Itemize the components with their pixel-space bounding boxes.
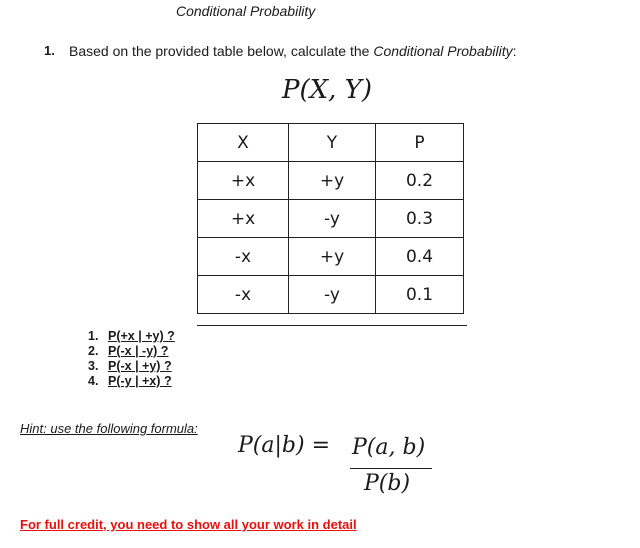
cell-y: +y bbox=[289, 162, 376, 200]
question-prompt: Based on the provided table below, calculate the bbox=[69, 43, 374, 59]
subquestion-text: P(-x | +y) ? bbox=[108, 359, 172, 373]
cell-p: 0.2 bbox=[376, 162, 464, 200]
table-row bbox=[198, 276, 464, 314]
formula-denominator bbox=[364, 471, 410, 496]
credit-note: For full credit, you need to show all your work in detail bbox=[20, 517, 357, 532]
subquestion-text: P(+x | +y) ? bbox=[108, 329, 175, 343]
list-item bbox=[88, 344, 175, 359]
subquestion-text: P(-y | +x) ? bbox=[108, 374, 172, 388]
cell-p: 0.3 bbox=[376, 200, 464, 238]
formula-lhs-text: P(a|b) = bbox=[238, 433, 331, 458]
cell-y: +y bbox=[289, 238, 376, 276]
joint-distribution-label bbox=[282, 75, 372, 105]
table-header-row bbox=[198, 124, 464, 162]
hint-text: Hint: use the following formula: bbox=[20, 421, 198, 436]
joint-fn: P bbox=[282, 75, 300, 105]
table-row bbox=[198, 238, 464, 276]
joint-args: (X, Y) bbox=[299, 75, 372, 105]
table-row bbox=[198, 200, 464, 238]
subquestion-number: 4. bbox=[88, 374, 99, 388]
cell-p: 0.1 bbox=[376, 276, 464, 314]
formula-numerator-text: P(a, b) bbox=[352, 435, 426, 460]
list-item bbox=[88, 374, 175, 389]
cell-x: +x bbox=[198, 200, 289, 238]
header-y: Y bbox=[289, 124, 376, 162]
question-suffix: : bbox=[512, 43, 517, 59]
question-emphasis: Conditional Probability bbox=[373, 43, 513, 59]
fraction-bar bbox=[350, 468, 432, 469]
cell-y: -y bbox=[289, 200, 376, 238]
question-text bbox=[69, 43, 517, 59]
question-number: 1. bbox=[44, 43, 55, 58]
subquestion-number: 1. bbox=[88, 329, 99, 343]
cell-x: -x bbox=[198, 276, 289, 314]
probability-table bbox=[197, 123, 464, 314]
subquestion-number: 2. bbox=[88, 344, 99, 358]
header-p: P bbox=[376, 124, 464, 162]
subquestion-text: P(-x | -y) ? bbox=[108, 344, 169, 358]
cell-x: +x bbox=[198, 162, 289, 200]
list-item bbox=[88, 359, 175, 374]
table-underline bbox=[197, 325, 467, 326]
cell-y: -y bbox=[289, 276, 376, 314]
list-item bbox=[88, 329, 175, 344]
page-title: Conditional Probability bbox=[176, 3, 316, 19]
header-x: X bbox=[198, 124, 289, 162]
subquestion-number: 3. bbox=[88, 359, 99, 373]
formula-numerator bbox=[352, 435, 425, 460]
cell-p: 0.4 bbox=[376, 238, 464, 276]
subquestion-list bbox=[88, 329, 175, 389]
formula-denominator-text: P(b) bbox=[364, 471, 411, 496]
formula-lhs bbox=[238, 433, 330, 458]
table-row bbox=[198, 162, 464, 200]
cell-x: -x bbox=[198, 238, 289, 276]
